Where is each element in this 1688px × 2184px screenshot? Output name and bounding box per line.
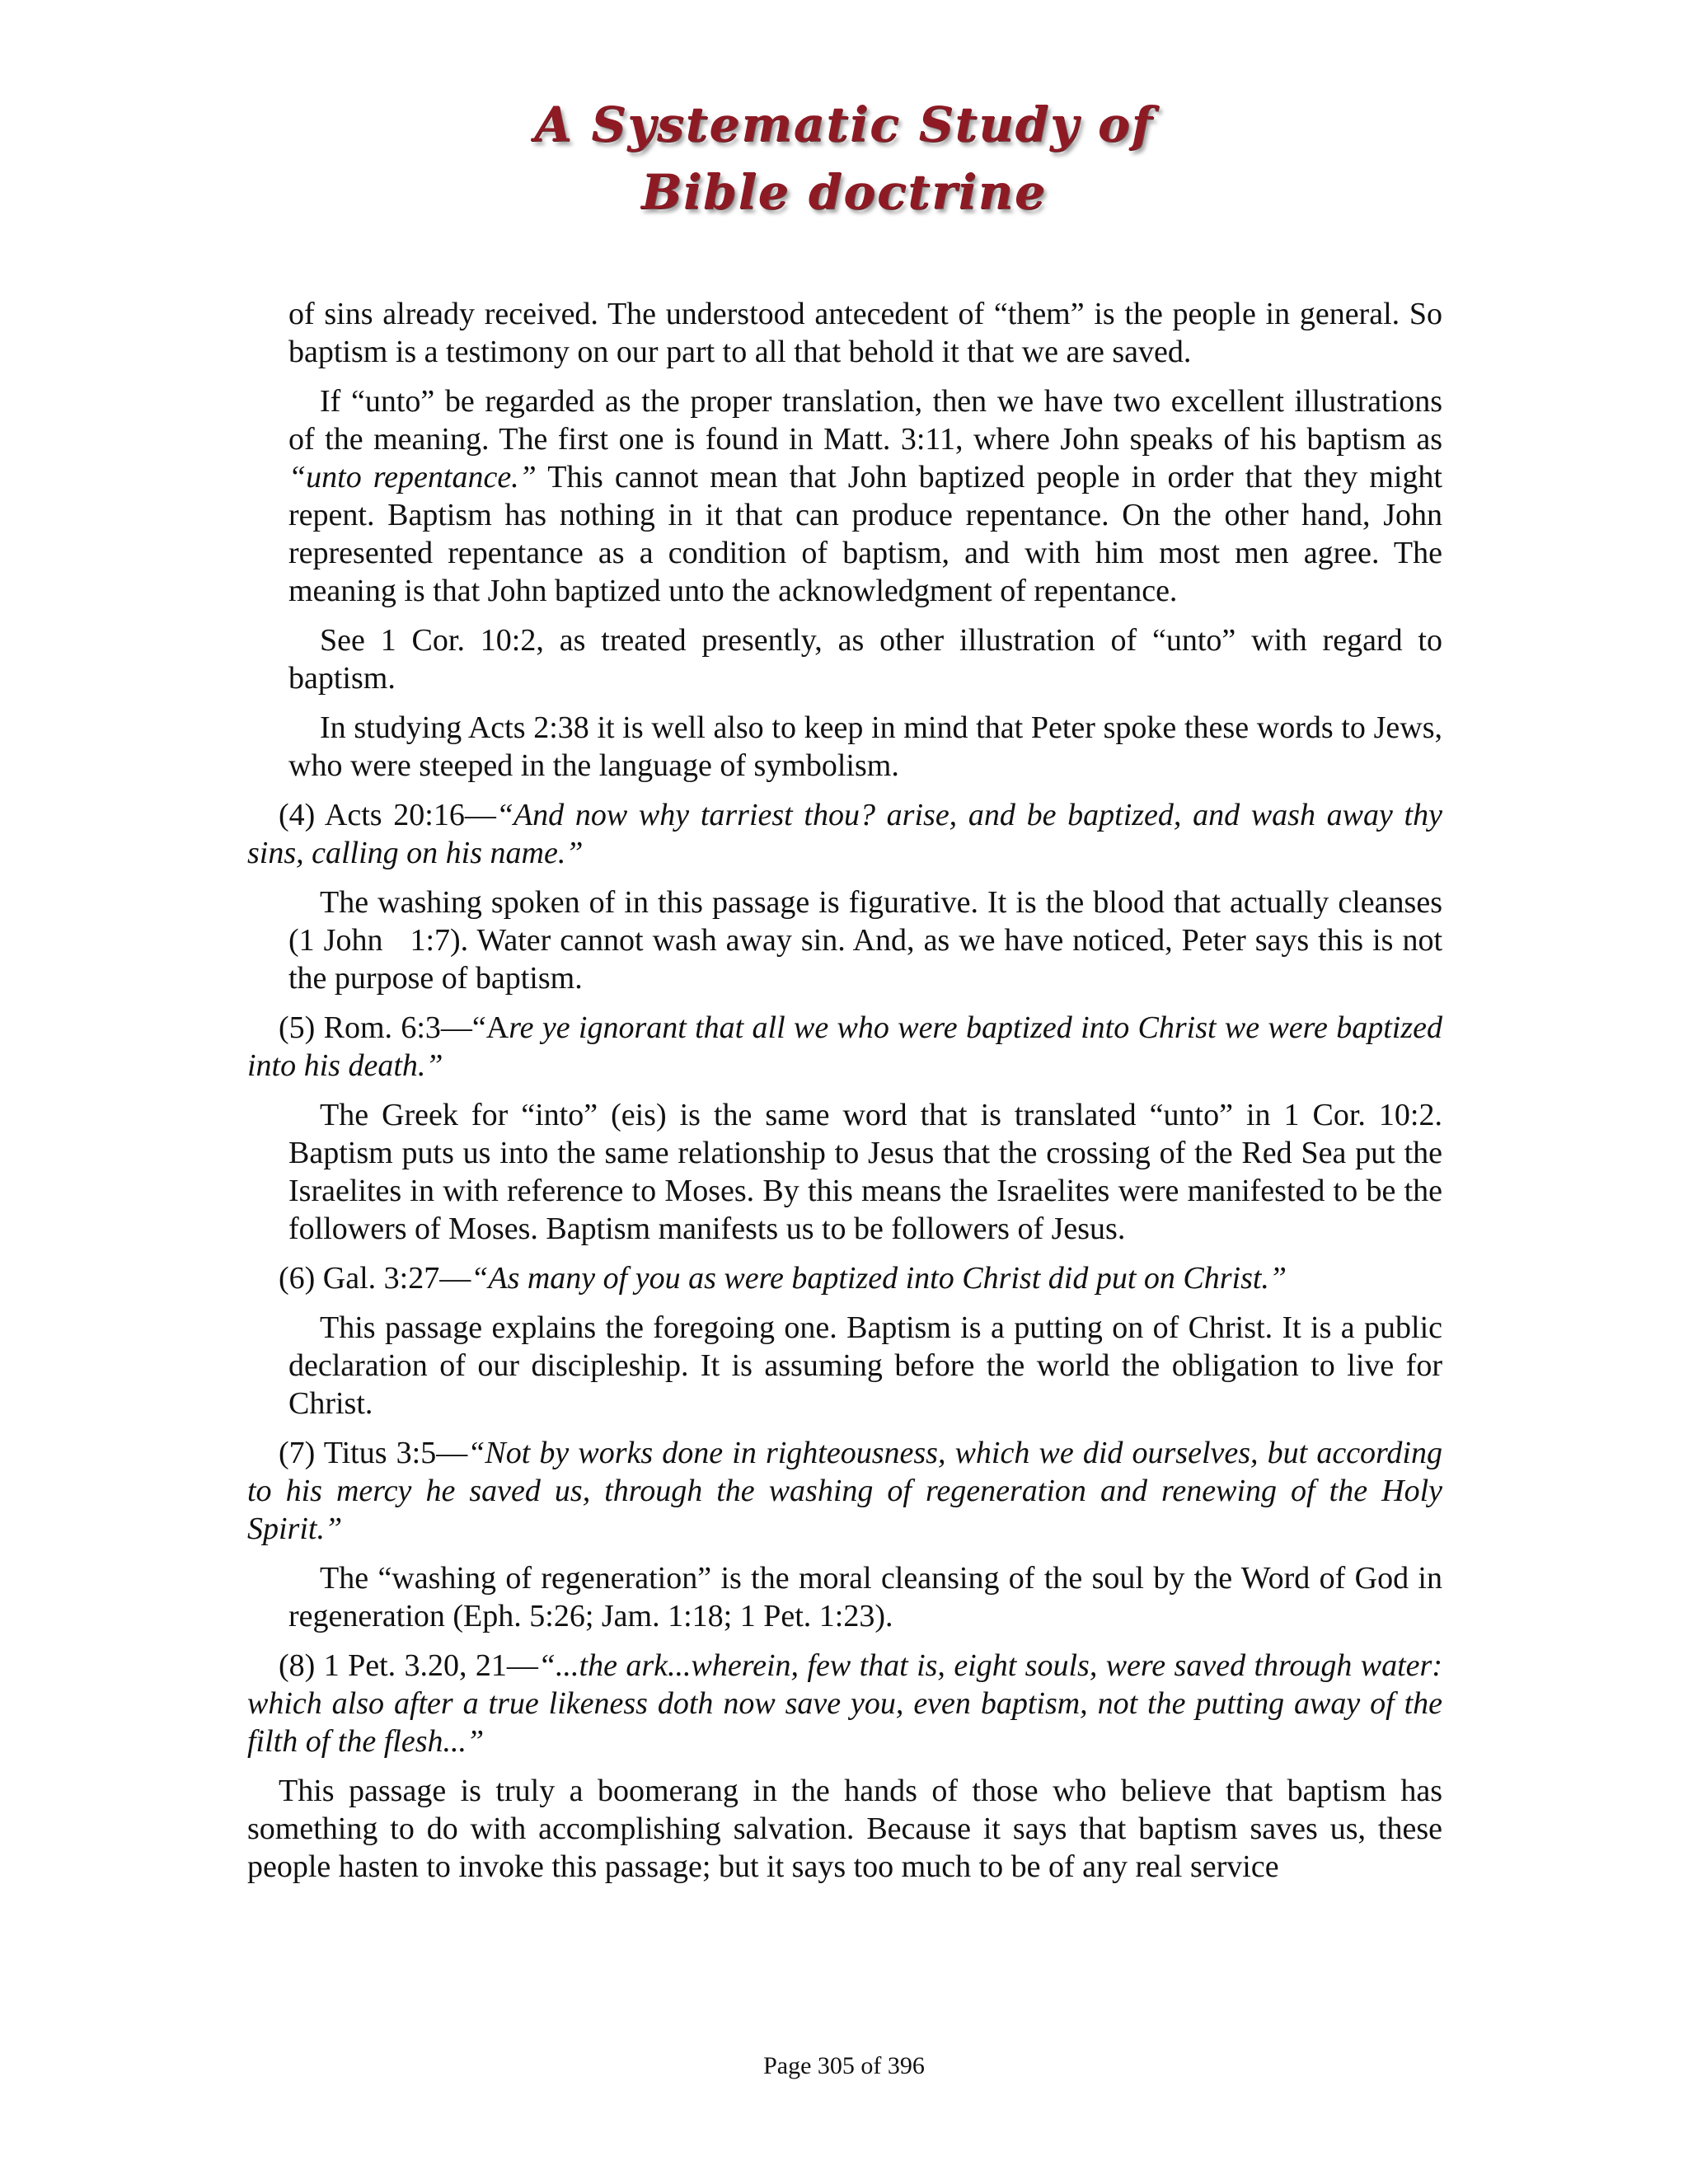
book-title-line-1: A Systematic Study of <box>534 96 1154 152</box>
paragraph-text: If “unto” be regarded as the proper translation, then we have two excellent illustrations of the meaning. The first one is found in Matt. 3:11, where John speaks of his baptism as <box>288 384 1442 457</box>
paragraph: The Greek for “into” (eis) is the same word that is translated “unto” in 1 Cor. 10:2. Baptism puts us into the same relationship to Jesus that the crossing of the Red Sea put the Israelites in with reference to Moses. By this means the Israelites were manifested to be the followers of Moses. Baptism manifests us to be followers of Jesus. <box>288 1098 1442 1246</box>
numbered-passage <box>247 1259 1442 1297</box>
passage-reference: (6) Gal. 3:27— <box>279 1261 471 1296</box>
paragraph <box>247 382 1442 610</box>
scripture-quote: “unto repentance.” <box>288 460 537 494</box>
paragraph: See 1 Cor. 10:2, as treated presently, as other illustration of “unto” with regard to baptism. <box>288 623 1442 696</box>
book-title-logo <box>0 91 1688 226</box>
paragraph: This passage explains the foregoing one. Baptism is a putting on of Christ. It is a public declaration of our discipleship. It is assuming before the world the obligation to live for Christ. <box>288 1310 1442 1421</box>
paragraph: of sins already received. The understood antecedent of “them” is the people in general. So baptism is a testimony on our part to all that behold it that we are saved. <box>288 297 1442 369</box>
paragraph: The “washing of regeneration” is the moral cleansing of the soul by the Word of God in regeneration (Eph. 5:26; Jam. 1:18; 1 Pet. 1:23). <box>288 1561 1442 1633</box>
scripture-quote: “...the ark...wherein, few that is, eight souls, were saved through water: which also after a true likeness doth now save you, even baptism, not the putting away of the filth of the flesh...” <box>247 1648 1442 1759</box>
numbered-passage <box>247 1009 1442 1085</box>
paragraph: The washing spoken of in this passage is figurative. It is the blood that actually cleanses (1 John 1:7). Water cannot wash away sin. And, as we have noticed, Peter says this is not the purpose of baptism. <box>288 885 1442 996</box>
paragraph: This passage is truly a boomerang in the hands of those who believe that baptism has something to do with accomplishing salvation. Because it says that baptism saves us, these people hasten to invoke this passage; but it says too much to be of any real service <box>247 1774 1442 1884</box>
passage-reference: (7) Titus 3:5— <box>279 1436 468 1470</box>
numbered-passage <box>247 1647 1442 1760</box>
page-number: Page 305 of 396 <box>763 2052 925 2079</box>
book-title-line-2: Bible doctrine <box>641 164 1047 220</box>
numbered-passage <box>247 1434 1442 1548</box>
passage-reference: (5) Rom. 6:3—“A <box>279 1010 509 1045</box>
scripture-quote: “And now why tarriest thou? arise, and be baptized, and wash away thy sins, calling on his name.” <box>247 798 1442 870</box>
paragraph: In studying Acts 2:38 it is well also to keep in mind that Peter spoke these words to Jews, who were steeped in the language of symbolism. <box>288 710 1442 783</box>
numbered-passage <box>247 796 1442 872</box>
scripture-quote: re ye ignorant that all we who were baptized into Christ we were baptized into his death.” <box>247 1010 1443 1083</box>
passage-reference: (4) Acts 20:16— <box>279 798 496 832</box>
paragraph-text: This cannot mean that John baptized people in order that they might repent. Baptism has nothing in it that can produce repentance. On the other hand, John represented repentance as a condition of baptism, and with him most men agree. The meaning is that John baptized unto the acknowledgment of repentance. <box>288 460 1442 608</box>
passage-reference: (8) 1 Pet. 3.20, 21— <box>279 1648 538 1683</box>
scripture-quote: “Not by works done in righteousness, which we did ourselves, but according to his mercy he saved us, through the washing of regeneration and renewing of the Holy Spirit.” <box>247 1436 1442 1546</box>
page-body <box>247 295 1442 1897</box>
scripture-quote: “As many of you as were baptized into Christ did put on Christ.” <box>471 1261 1287 1296</box>
